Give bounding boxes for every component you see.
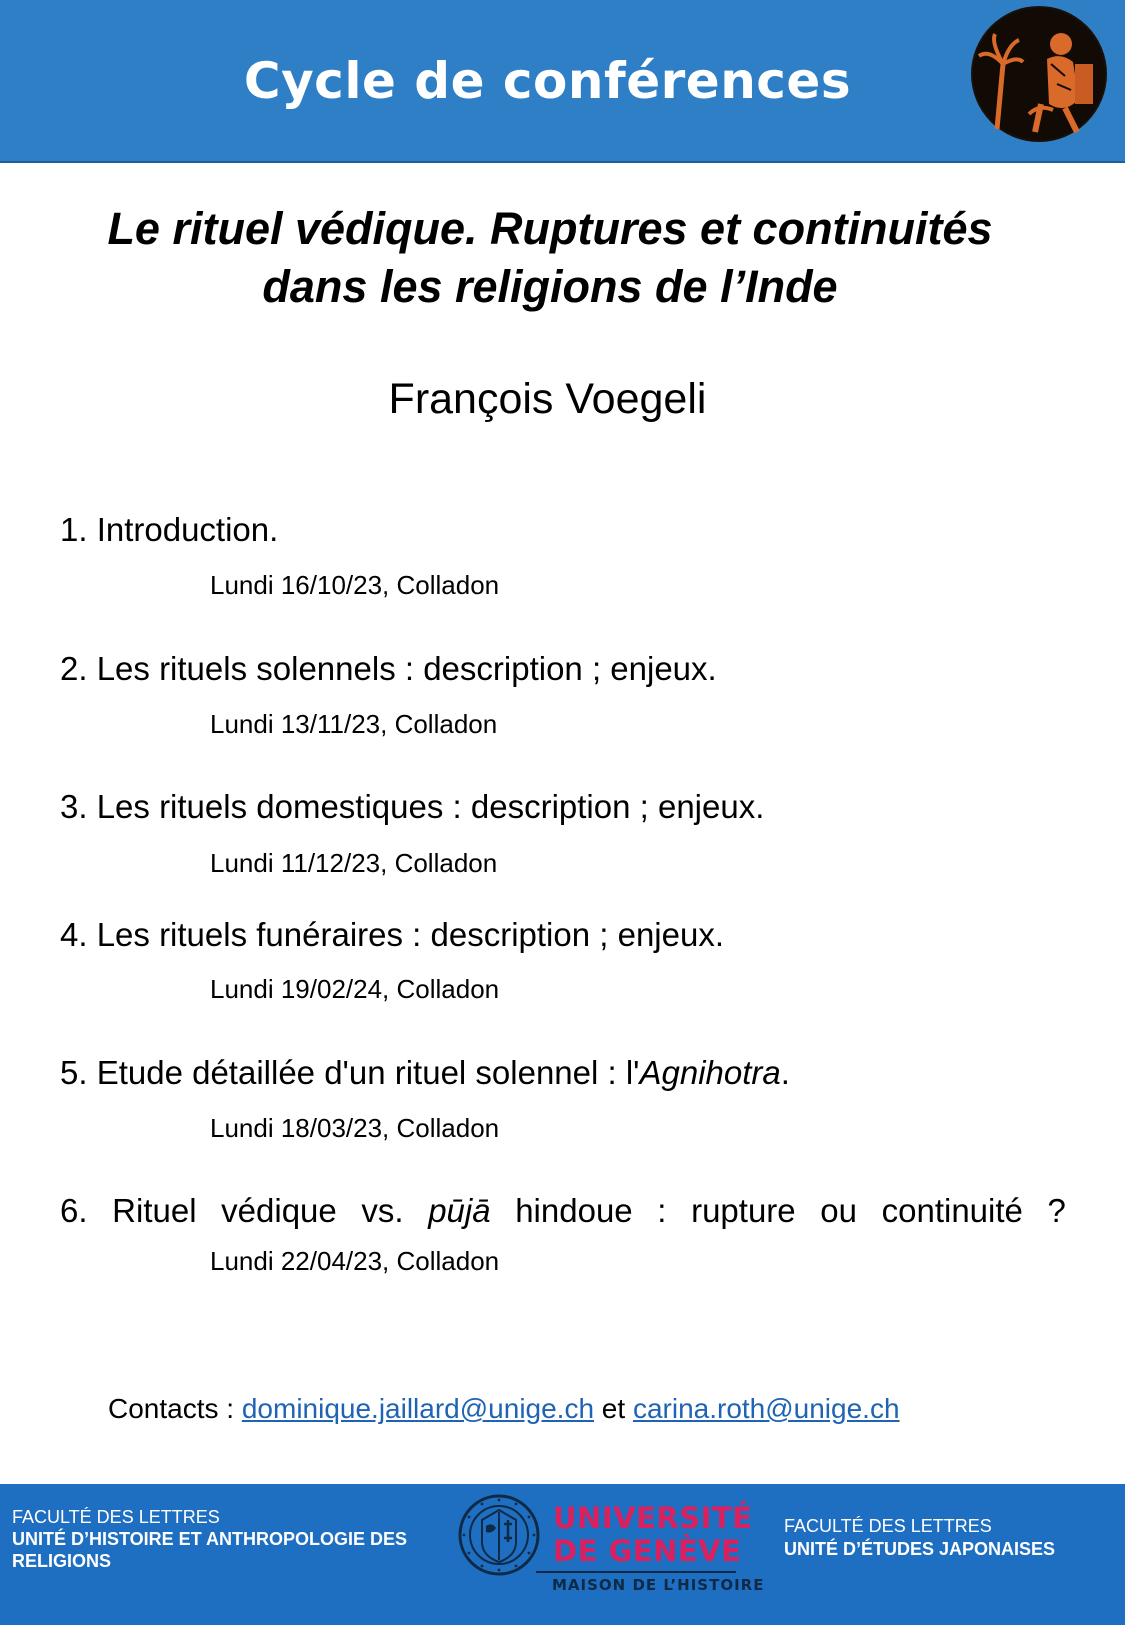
lecture-3-date: Lundi 11/12/23, Colladon: [210, 848, 498, 878]
footer-left-faculty: FACULTÉ DES LETTRES: [12, 1507, 220, 1527]
lecture-5-title-italic: Agnihotra: [639, 1054, 781, 1091]
greek-vase-medallion-icon: [969, 4, 1109, 144]
logo-divider: [536, 1571, 736, 1573]
email-link-roth[interactable]: carina.roth@unige.ch: [632, 1393, 900, 1424]
lecture-1-title: 1. Introduction.: [60, 511, 279, 548]
lecture-6-word: védique: [221, 1192, 337, 1229]
header-band: [0, 0, 1125, 163]
university-logo-wordmark: [553, 1502, 752, 1568]
lecture-3-title: 3. Les rituels domestiques : description ; enjeux.: [60, 788, 765, 825]
footer-right-unit: [784, 1515, 1055, 1561]
footer-right-unit-name: UNITÉ D’ÉTUDES JAPONAISES: [784, 1539, 1056, 1559]
lecture-6-word: ?: [1047, 1192, 1066, 1229]
university-seal-icon: [458, 1494, 540, 1576]
footer-left-unit-line-2: RELIGIONS: [12, 1551, 112, 1571]
university-name-line-1: UNIVERSITÉ: [553, 1501, 753, 1535]
title-line-2: dans les religions de l’Inde: [262, 261, 838, 312]
lecture-6-word-italic: pūjā: [428, 1192, 491, 1229]
lecture-6-word: 6.: [60, 1192, 88, 1229]
title-line-1: Le rituel védique. Ruptures et continuités: [107, 203, 993, 254]
lecture-4-title: 4. Les rituels funéraires : description ; enjeux.: [60, 916, 725, 953]
university-name-line-2: DE GENÈVE: [553, 1534, 742, 1568]
lecture-6-title: [60, 1192, 1066, 1230]
lecture-6-date: Lundi 22/04/23, Colladon: [210, 1246, 500, 1276]
lecture-1-date: Lundi 16/10/23, Colladon: [210, 570, 500, 600]
maison-histoire-label: MAISON DE L’HISTOIRE: [552, 1576, 765, 1594]
lecture-6-word: ou: [820, 1192, 857, 1229]
email-link-jaillard[interactable]: dominique.jaillard@unige.ch: [241, 1393, 595, 1424]
contacts-line: [108, 1393, 900, 1425]
lecture-6-word: :: [657, 1192, 667, 1229]
lecture-6-word: continuité: [881, 1192, 1023, 1229]
lecture-6-word: Rituel: [112, 1192, 197, 1229]
lecture-5-date: Lundi 18/03/23, Colladon: [210, 1113, 500, 1143]
series-title: Cycle de conférences: [243, 52, 852, 110]
lecture-5-title-prefix: 5. Etude détaillée d'un rituel solennel : l': [60, 1054, 640, 1091]
lecture-6-word: rupture: [691, 1192, 796, 1229]
contacts-joiner: et: [594, 1393, 633, 1424]
footer-right-faculty: FACULTÉ DES LETTRES: [784, 1516, 992, 1536]
footer-band: [0, 1484, 1125, 1625]
footer-left-unit: [12, 1506, 407, 1572]
lecture-4-date: Lundi 19/02/24, Colladon: [210, 974, 500, 1004]
lecture-5-title: [60, 1054, 790, 1092]
contacts-label: Contacts :: [108, 1393, 242, 1424]
speaker-name: François Voegeli: [388, 375, 707, 423]
lecture-2-date: Lundi 13/11/23, Colladon: [210, 709, 498, 739]
footer-left-unit-line-1: UNITÉ D’HISTOIRE ET ANTHROPOLOGIE DES: [12, 1529, 408, 1549]
lecture-series-title: [30, 200, 1070, 316]
lecture-5-title-suffix: .: [780, 1054, 790, 1091]
lecture-2-title: 2. Les rituels solennels : description ; enjeux.: [60, 650, 717, 687]
lecture-6-word: hindoue: [515, 1192, 633, 1229]
lecture-6-word: vs.: [361, 1192, 404, 1229]
